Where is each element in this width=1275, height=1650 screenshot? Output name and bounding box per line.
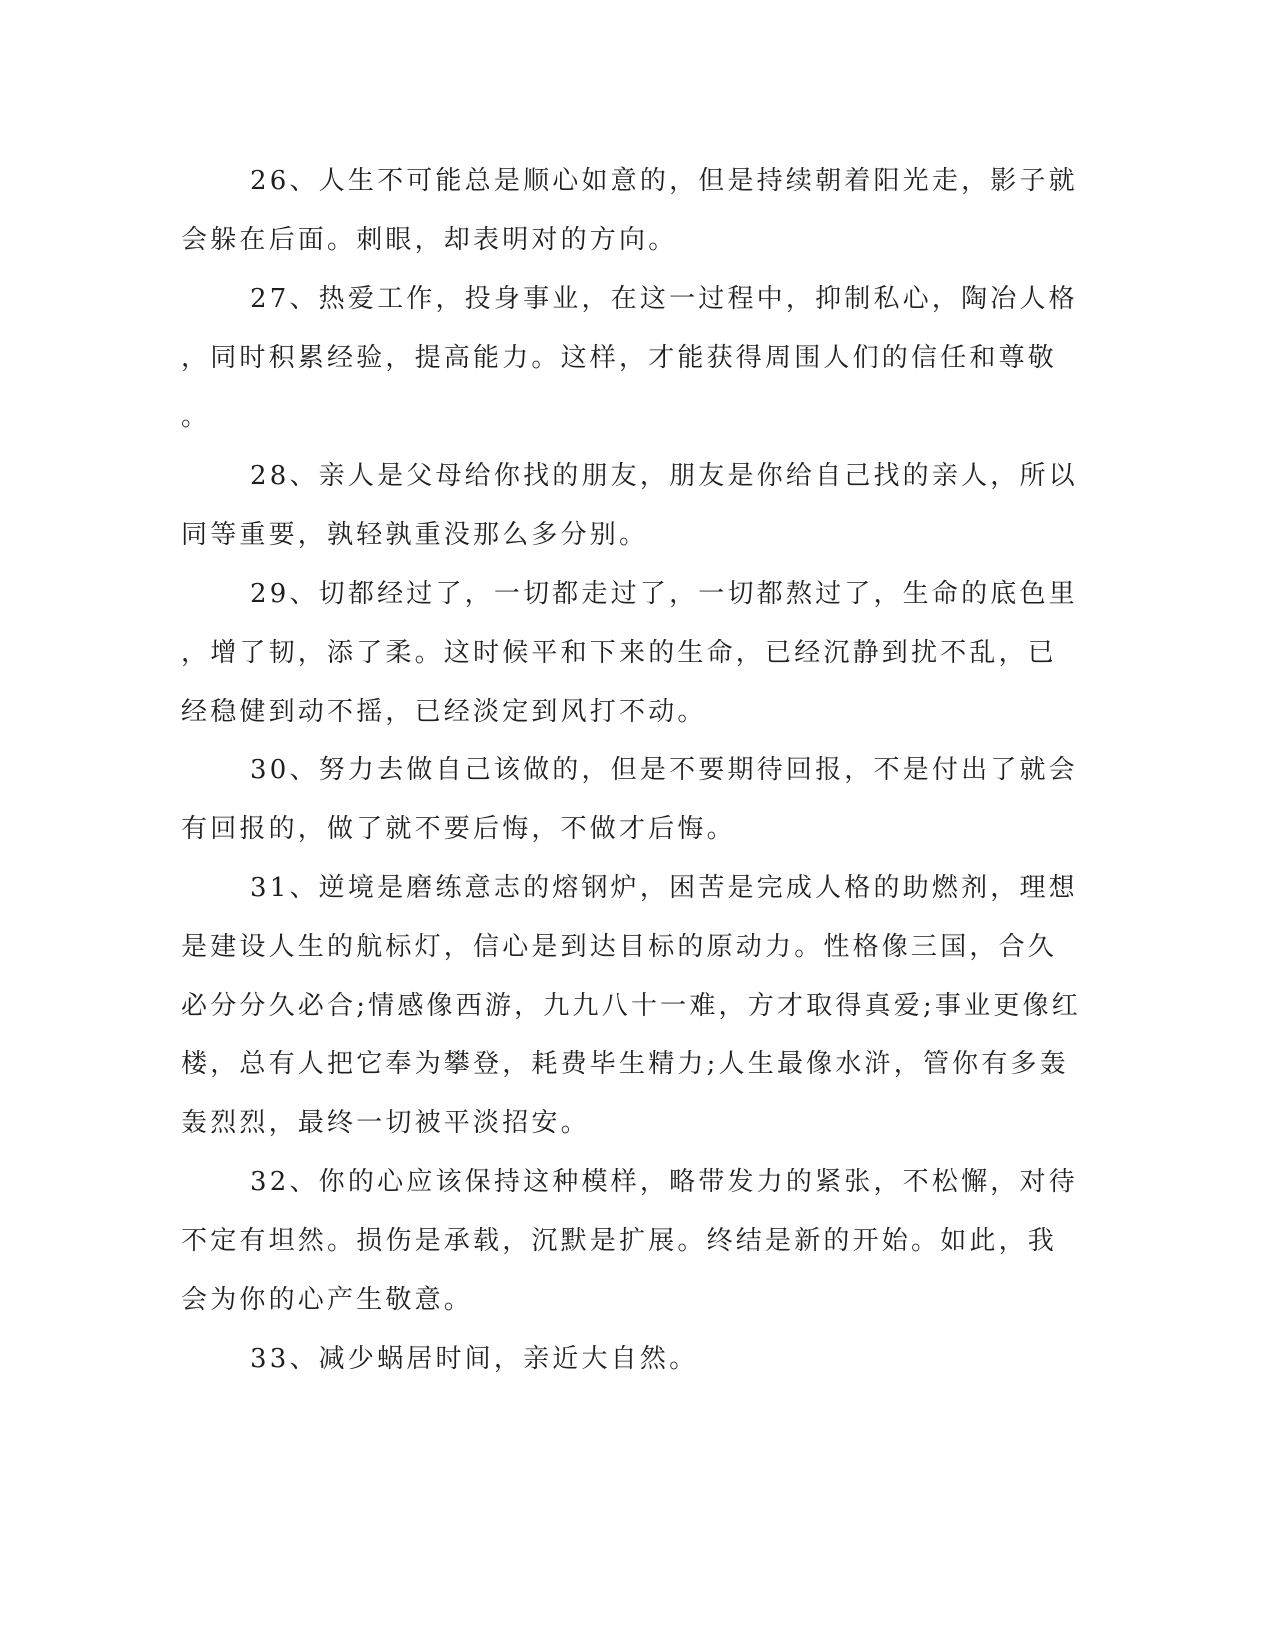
- text-line: ，同时积累经验，提高能力。这样，才能获得周围人们的信任和尊敬: [181, 343, 1058, 373]
- text-line: 同等重要，孰轻孰重没那么多分别。: [181, 520, 649, 550]
- text-line: 会躲在后面。刺眼，却表明对的方向。: [181, 225, 678, 255]
- text-line: 轰烈烈，最终一切被平淡招安。: [181, 1108, 590, 1138]
- text-line: 有回报的，做了就不要后悔，不做才后悔。: [181, 814, 736, 844]
- text-line: 27、热爱工作，投身事业，在这一过程中，抑制私心，陶冶人格: [250, 284, 1078, 314]
- text-line: 30、努力去做自己该做的，但是不要期待回报，不是付出了就会: [250, 755, 1078, 785]
- text-line: 32、你的心应该保持这种模样，略带发力的紧张，不松懈，对待: [250, 1167, 1078, 1197]
- text-line: 必分分久必合;情感像西游，九九八十一难，方才取得真爱;事业更像红: [181, 991, 1081, 1021]
- text-line: 33、减少蜗居时间，亲近大自然。: [250, 1344, 699, 1374]
- text-line: 31、逆境是磨练意志的熔钢炉，困苦是完成人格的助燃剂，理想: [250, 873, 1078, 903]
- text-line: 会为你的心产生敬意。: [181, 1285, 474, 1315]
- text-line: 28、亲人是父母给你找的朋友，朋友是你给自己找的亲人，所以: [250, 461, 1078, 491]
- text-line: 楼，总有人把它奉为攀登，耗费毕生精力;人生最像水浒，管你有多轰: [181, 1049, 1069, 1079]
- text-line: 经稳健到动不摇，已经淡定到风打不动。: [181, 697, 707, 727]
- text-line: 不定有坦然。损伤是承载，沉默是扩展。终结是新的开始。如此，我: [181, 1226, 1058, 1256]
- text-line: ，增了韧，添了柔。这时候平和下来的生命，已经沉静到扰不乱，已: [181, 638, 1058, 668]
- text-line: 。: [181, 402, 211, 432]
- text-line: 29、切都经过了，一切都走过了，一切都熬过了，生命的底色里: [250, 579, 1078, 609]
- text-line: 是建设人生的航标灯，信心是到达目标的原动力。性格像三国，合久: [181, 932, 1058, 962]
- text-line: 26、人生不可能总是顺心如意的，但是持续朝着阳光走，影子就: [250, 166, 1078, 196]
